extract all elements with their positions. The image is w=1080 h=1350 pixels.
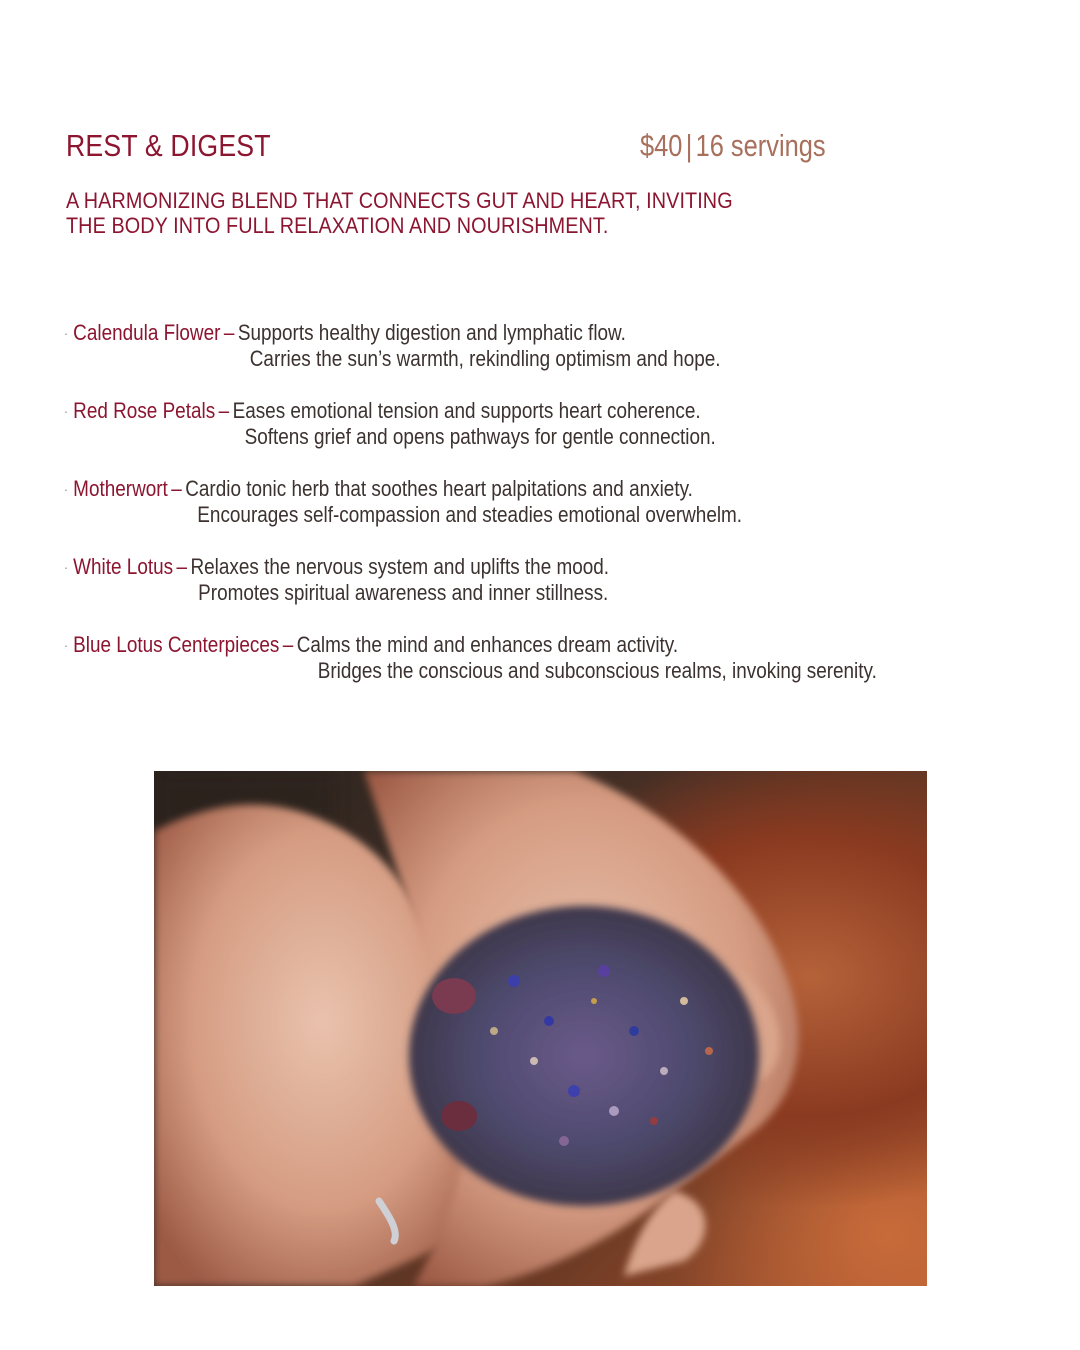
dash: –: [176, 554, 188, 579]
price: $40: [640, 128, 683, 163]
tagline: [66, 188, 733, 238]
bullet: ·: [64, 403, 69, 419]
ingredient-benefit-1: Supports healthy digestion and lymphatic flow.: [237, 320, 626, 345]
servings: 16 servings: [695, 128, 826, 163]
ingredient-benefit-2: Promotes spiritual awareness and inner stillness.: [198, 580, 609, 605]
hands-holding-herbs-image: [154, 771, 927, 1286]
ingredient-white-lotus: [64, 554, 609, 606]
bullet: ·: [64, 325, 69, 341]
ingredient-benefit-2: Bridges the conscious and subconscious realms, invoking serenity.: [317, 658, 877, 683]
ingredient-name: Blue Lotus Centerpieces: [73, 632, 280, 657]
dash: –: [223, 320, 235, 345]
ingredient-blue-lotus: [64, 632, 877, 684]
ingredient-benefit-1: Eases emotional tension and supports heart coherence.: [232, 398, 701, 423]
product-photo: [154, 771, 927, 1286]
ingredient-benefit-2: Encourages self-compassion and steadies emotional overwhelm.: [197, 502, 743, 527]
dash: –: [218, 398, 230, 423]
bullet: ·: [64, 481, 69, 497]
tagline-line-2: THE BODY INTO FULL RELAXATION AND NOURISHMENT.: [66, 213, 609, 238]
dash: –: [171, 476, 182, 501]
ingredient-benefit-2: Carries the sun’s warmth, rekindling optimism and hope.: [249, 346, 721, 371]
ingredient-red-rose: [64, 398, 716, 450]
ingredient-calendula: [64, 320, 721, 372]
ingredient-name: Motherwort: [73, 476, 168, 501]
bullet: ·: [64, 637, 69, 653]
price-separator: |: [685, 128, 693, 163]
product-title: REST & DIGEST: [66, 128, 271, 163]
ingredient-benefit-1: Cardio tonic herb that soothes heart palpitations and anxiety.: [185, 476, 693, 501]
ingredient-name: White Lotus: [73, 554, 174, 579]
price-servings: [640, 128, 826, 164]
ingredient-motherwort: [64, 476, 743, 528]
tagline-line-1: A HARMONIZING BLEND THAT CONNECTS GUT AND HEART, INVITING: [66, 188, 733, 213]
ingredient-name: Red Rose Petals: [73, 398, 216, 423]
ingredient-benefit-1: Relaxes the nervous system and uplifts the mood.: [190, 554, 610, 579]
ingredient-name: Calendula Flower: [73, 320, 221, 345]
ingredient-benefit-1: Calms the mind and enhances dream activity.: [296, 632, 679, 657]
ingredient-benefit-2: Softens grief and opens pathways for gentle connection.: [244, 424, 716, 449]
bullet: ·: [64, 559, 69, 575]
dash: –: [282, 632, 294, 657]
